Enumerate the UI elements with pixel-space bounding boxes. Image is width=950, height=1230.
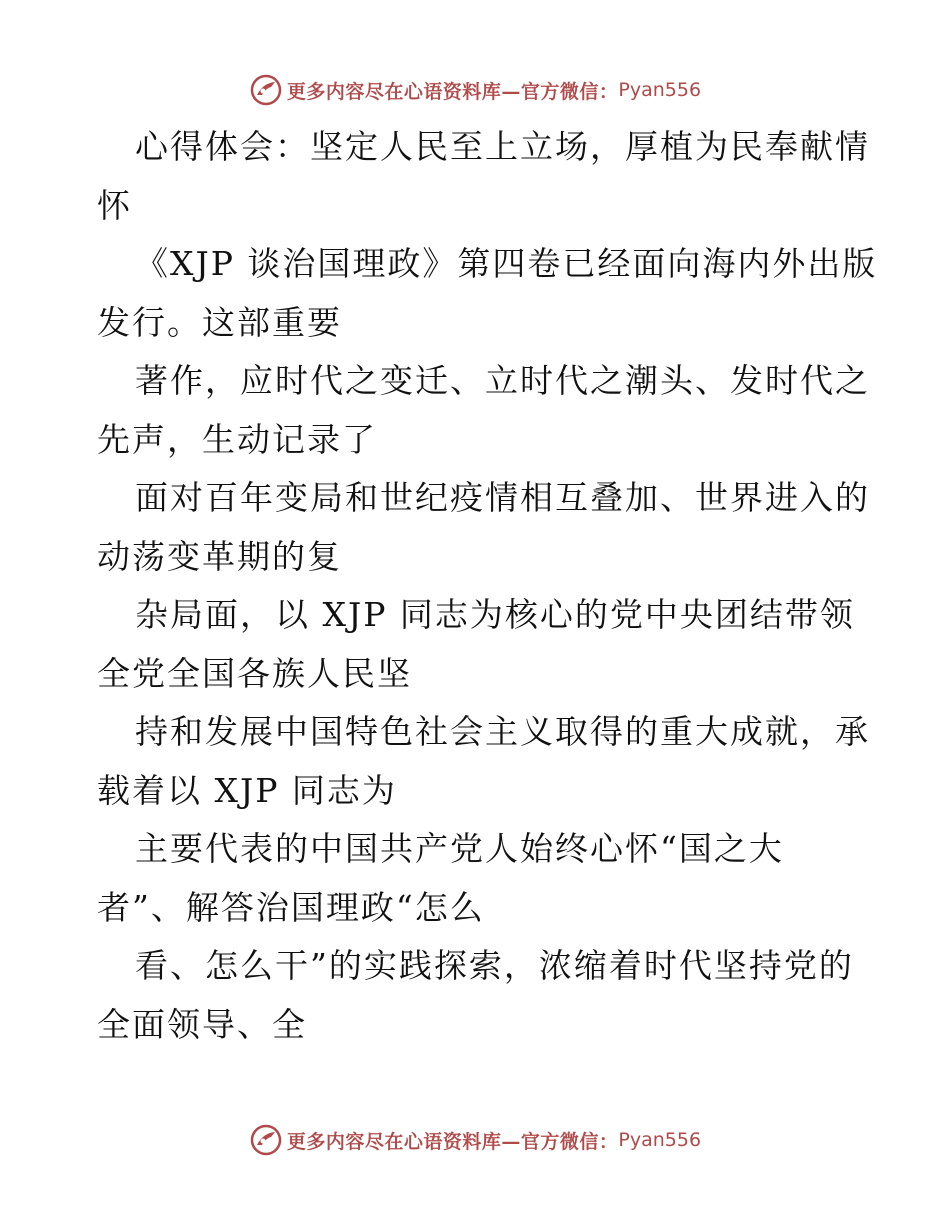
text-line: 怀 — [97, 185, 132, 225]
text-line: 杂局面，以 XJP 同志为核心的党中央团结带领 — [135, 595, 855, 634]
banner-text: 更多内容尽在心语资料库—官方微信： — [286, 1130, 619, 1153]
logo-icon — [249, 1123, 283, 1157]
text-line: 先声，生动记录了 — [97, 419, 377, 459]
banner-wechat-id: Pyan556 — [618, 1129, 702, 1151]
header-watermark — [0, 70, 950, 110]
text-line: 看、怎么干”的实践探索，浓缩着时代坚持党的 — [135, 946, 854, 985]
document-body — [97, 118, 878, 1054]
text-line: 者”、解答治国理政“怎么 — [97, 887, 485, 927]
text-line: 主要代表的中国共产党人始终心怀“国之大 — [135, 829, 784, 868]
text-line: 载着以 XJP 同志为 — [97, 770, 397, 810]
text-line: 面对百年变局和世纪疫情相互叠加、世界进入的 — [135, 478, 870, 517]
text-line: 持和发展中国特色社会主义取得的重大成就，承 — [135, 712, 870, 751]
banner-wechat-id: Pyan556 — [618, 79, 702, 101]
text-line: 著作，应时代之变迁、立时代之潮头、发时代之 — [135, 361, 870, 400]
logo-icon — [249, 73, 283, 107]
banner-text: 更多内容尽在心语资料库—官方微信： — [286, 80, 619, 103]
text-line: 动荡变革期的复 — [97, 536, 342, 576]
footer-watermark — [0, 1120, 950, 1160]
text-line: 发行。这部重要 — [97, 302, 342, 342]
text-line: 《XJP 谈治国理政》第四卷已经面向海内外出版 — [135, 244, 878, 283]
text-line: 全党全国各族人民坚 — [97, 653, 412, 693]
text-line: 全面领导、全 — [97, 1004, 307, 1044]
text-line: 心得体会：坚定人民至上立场，厚植为民奉献情 — [135, 127, 870, 166]
